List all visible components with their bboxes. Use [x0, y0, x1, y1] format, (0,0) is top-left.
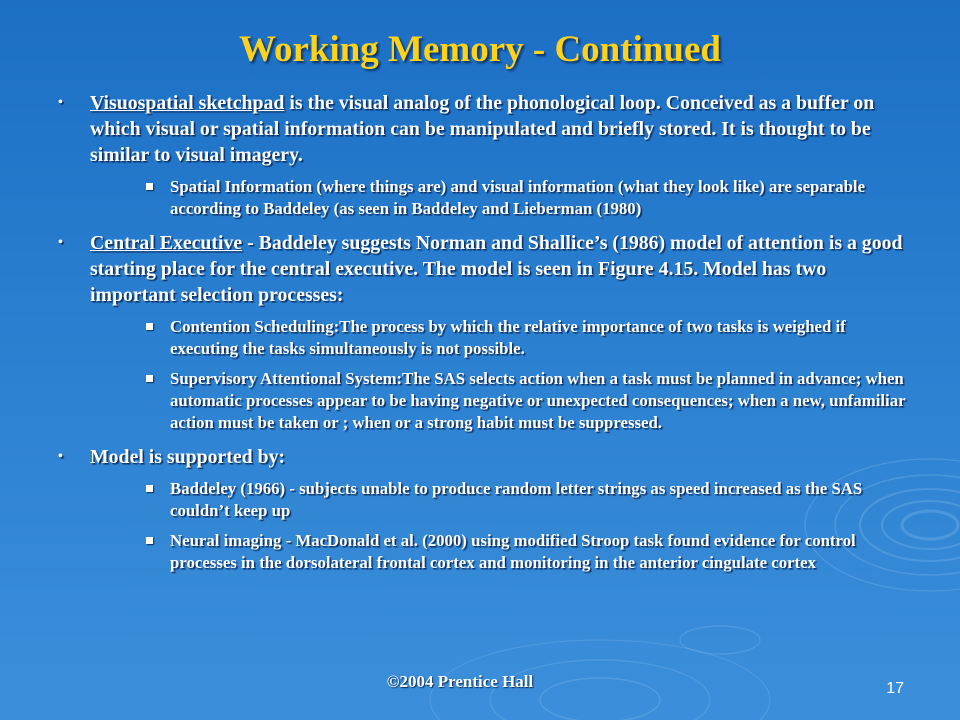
square-bullet-icon [146, 183, 153, 190]
page-number: 17 [886, 680, 904, 697]
term-visuospatial: Visuospatial sketchpad [90, 92, 285, 114]
square-bullet-icon [146, 375, 153, 382]
slide-title: Working Memory - Continued [238, 29, 722, 70]
square-bullet-icon [146, 537, 153, 544]
sub-bullet-text: Neural imaging - MacDonald et al. (2000) using modified Stroop task found evidence for control processes in the dorsolateral frontal cortex and monitoring in the anterior cingulate cortex [170, 531, 856, 572]
copyright-footer: ©2004 Prentice Hall [386, 672, 534, 691]
bullet-dot-icon: • [58, 449, 63, 464]
bullet-dot-icon: • [58, 95, 63, 110]
term-central-executive: Central Executive [90, 232, 243, 254]
bullet-visuospatial [52, 90, 912, 220]
sub-bullet-text: Baddeley (1966) - subjects unable to produce random letter strings as speed increased as the SAS couldn’t keep up [170, 479, 863, 520]
bullet-dot-icon: • [58, 235, 63, 250]
square-bullet-icon [146, 485, 153, 492]
bullet-central-executive [52, 230, 912, 434]
sub-bullet [90, 368, 912, 434]
sub-bullet [90, 176, 912, 220]
bullet-text: Model is supported by: [90, 446, 286, 468]
bullet-text: - Baddeley suggests Norman and Shallice’s (1986) model of attention is a good starting place for the central executive. The model is seen in Figure 4.15. Model has two important selection processes: [90, 232, 903, 306]
sub-bullet [90, 478, 912, 522]
bullet-model-support [52, 444, 912, 574]
sub-bullet [90, 316, 912, 360]
bullet-text: is the visual analog of the phonological loop. Conceived as a buffer on which visual or spatial information can be manipulated and briefly stored. It is thought to be similar to visual imagery. [90, 92, 875, 166]
sub-bullet-text: Contention Scheduling:The process by which the relative importance of two tasks is weighed if executing the tasks simultaneously is not possible. [170, 317, 846, 358]
bullet-list [52, 90, 912, 584]
sub-bullet [90, 530, 912, 574]
sub-bullet-text: Supervisory Attentional System:The SAS selects action when a task must be planned in advance; when automatic processes appear to be having negative or unexpected consequences; when a new, unfamiliar action must be taken or ; when or a strong habit must be suppressed. [170, 369, 906, 432]
square-bullet-icon [146, 323, 153, 330]
sub-bullet-text: Spatial Information (where things are) and visual information (what they look like) are separable according to Baddeley (as seen in Baddeley and Lieberman (1980) [170, 177, 866, 218]
